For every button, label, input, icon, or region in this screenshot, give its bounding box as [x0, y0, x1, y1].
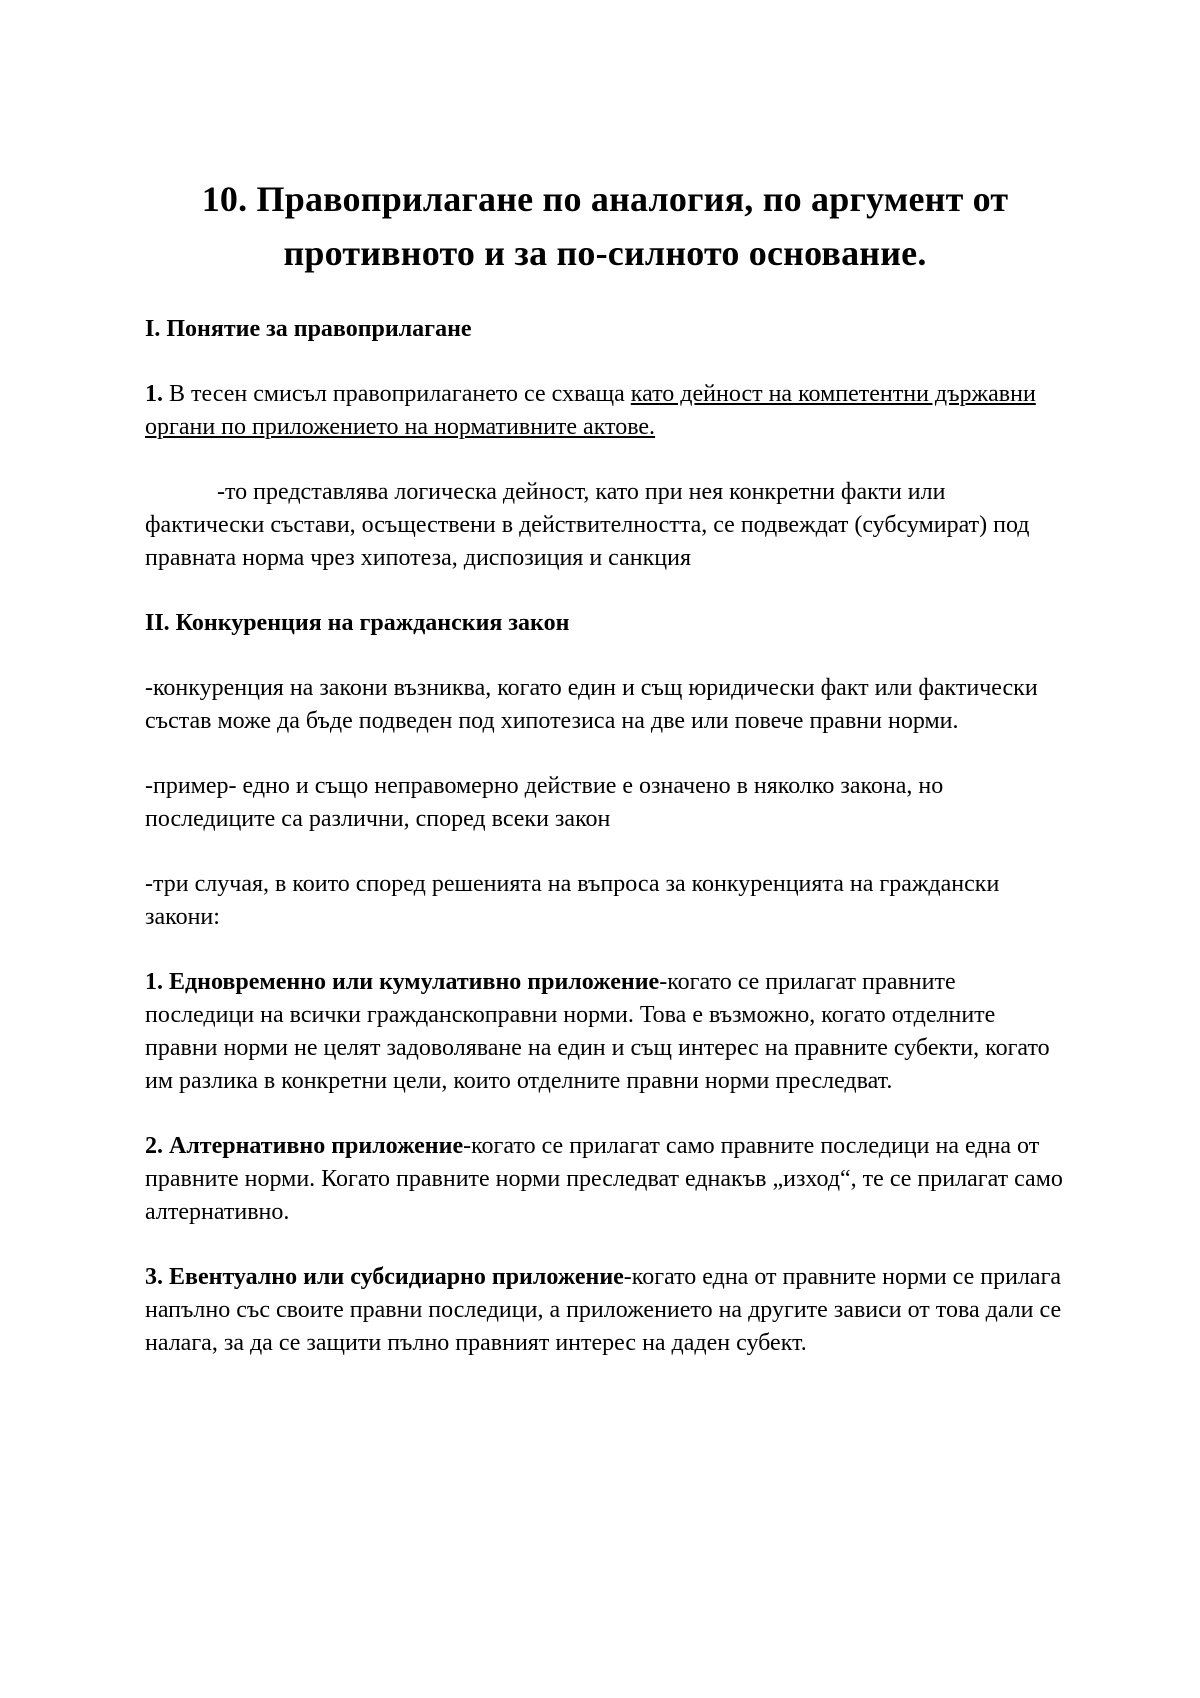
- title-line-2: противното и за по-силното основание.: [283, 233, 927, 273]
- paragraph-number: 1.: [145, 381, 163, 407]
- section-1-paragraph-1: [145, 378, 1065, 444]
- list-item-1: [145, 966, 1065, 1098]
- document-title: [145, 172, 1065, 280]
- title-line-1: 10. Правоприлагане по аналогия, по аргумент от: [201, 179, 1009, 219]
- list-item-label: 2. Алтернативно приложение: [145, 1133, 464, 1159]
- list-item-label: 1. Едновременно или кумулативно приложение: [145, 969, 660, 995]
- list-item-text: -когато се прилагат правните последици на всички гражданскоправни норми. Това е възможно, когато отделните правни норми не целят задоволяване на един и същ интерес на правните субекти, когато им разлика в конкретни цели, които отделните правни норми преследват.: [145, 969, 1050, 1094]
- section-1-heading: I. Понятие за правоприлагане: [145, 316, 472, 342]
- underlined-definition: като дейност на компетентни държавни органи по приложението на нормативните актове.: [145, 381, 1036, 440]
- list-item-text: -когато се прилагат само правните последици на една от правните норми. Когато правните норми преследват еднакъв „изход“, те се прилагат само алтернативно.: [145, 1133, 1063, 1225]
- section-2-heading: II. Конкуренция на гражданския закон: [145, 610, 570, 636]
- paragraph-text: В тесен смисъл правоприлагането се схваща: [163, 381, 631, 407]
- section-2-paragraph-1: -конкуренция на закони възниква, когато един и същ юридически факт или фактически състав може да бъде подведен под хипотезиса на две или повече правни норми.: [145, 675, 1038, 734]
- list-item-label: 3. Евентуално или субсидиарно приложение: [145, 1264, 624, 1290]
- section-2-paragraph-3: -три случая, в които според решенията на въпроса за конкуренцията на граждански закони:: [145, 871, 1000, 930]
- document-page: [145, 172, 1065, 1360]
- section-1-paragraph-2: -то представлява логическа дейност, като при нея конкретни факти или фактически състави, осъществени в действителността, се подвеждат (субсумират) под правната норма чрез хипотеза, диспозиция и санкция: [145, 479, 1030, 571]
- section-2-paragraph-2: -пример- едно и също неправомерно действие е означено в няколко закона, но последиците са различни, според всеки закон: [145, 773, 944, 832]
- list-item-2: [145, 1130, 1065, 1229]
- list-item-text: -когато една от правните норми се прилага напълно със своите правни последици, а приложението на другите зависи от това дали се налага, за да се защити пълно правният интерес на даден субект.: [145, 1264, 1062, 1356]
- list-item-3: [145, 1261, 1065, 1360]
